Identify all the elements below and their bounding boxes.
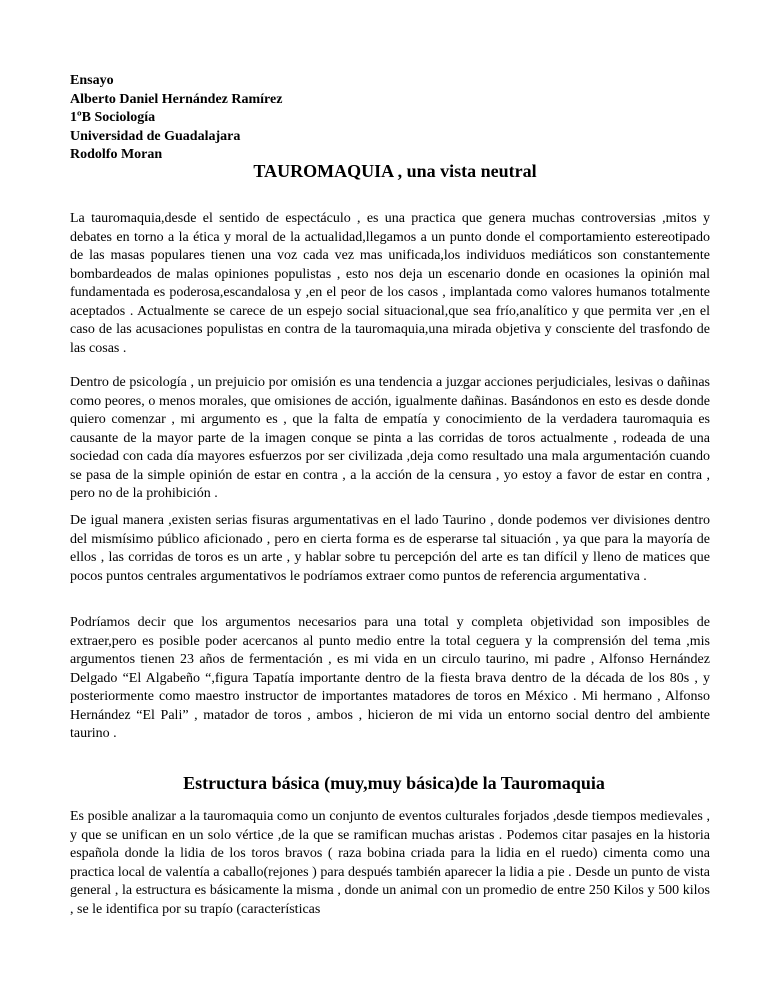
section-heading: Estructura básica (muy,muy básica)de la Tauromaquia — [183, 773, 605, 793]
header-teacher: Rodolfo Moran — [70, 147, 163, 162]
paragraph-5: Es posible analizar a la tauromaquia como un conjunto de eventos culturales forjados ,desde tiempos medievales , y que se unifican en un solo vértice ,de la que se ramifican muchas aristas . Podemos citar pasajes en la historia española donde la lidia de los toros bravos ( raza bobina criada para la lidia en el ruedo) cimenta como una practica local de valentía a caballo(rejones ) para después también aparecer la lidia a pie . Desde un punto de vista general , la estructura es básicamente la misma , donde un animal con un promedio de entre 250 Kilos y 500 kilos , se le identifica por su trapío (características — [70, 809, 710, 917]
essay-header — [70, 72, 282, 165]
paragraph-2: Dentro de psicología , un prejuicio por omisión es una tendencia a juzgar acciones perjudiciales, lesivas o dañinas como peores, o menos morales, que omisiones de acción, igualmente dañinas. Basándonos en esto es desde donde quiero comenzar , mi argumento es , que la falta de empatía y conocimiento de la verdadera tauromaquia es causante de la mayor parte de la imagen conque se pinta a las corridas de toros actualmente , rodeada de una sociedad con cada día mayores esfuerzos por ser civilizada ,deja como resultado una mala argumentación cuando se pasa de la simple opinión de estar en contra , a la acción de la censura , yo estoy a favor de estar en contra , pero no de la prohibición . — [70, 375, 710, 501]
header-university: Universidad de Guadalajara — [70, 128, 241, 144]
essay-title: TAUROMAQUIA , una vista neutral — [253, 161, 537, 181]
header-group: 1ºB Sociología — [70, 110, 156, 125]
paragraph-3: De igual manera ,existen serias fisuras argumentativas en el lado Taurino , donde podemos ver divisiones dentro del mismísimo público aficionado , pero en cierta forma es de esperarse tal situación , ya que para la mayoría de ellos , las corridas de toros es un arte , y hablar sobre tu percepción del arte es tan difícil y lleno de matices que pocos puntos centrales argumentativos le podríamos extraer como puntos de referencia argumentativa . — [70, 513, 710, 584]
paragraph-4: Podríamos decir que los argumentos necesarios para una total y completa objetividad son imposibles de extraer,pero es posible poder acercanos al punto medio entre la total ceguera y la comprensión del tema ,mis argumentos tienen 23 años de fermentación , es mi vida en un circulo taurino, mi padre , Alfonso Hernández Delgado “El Algabeño “,figura Tapatía importante dentro de la fiesta brava dentro de la década de los 80s , y posteriormente como maestro instructor de importantes matadores de toros en México . Mi hermano , Alfonso Hernández “El Pali” , matador de toros , ambos , hicieron de mi vida un entorno social dentro del ambiente taurino . — [70, 615, 710, 741]
paragraph-1: La tauromaquia,desde el sentido de espectáculo , es una practica que genera muchas controversias ,mitos y debates en torno a la ética y moral de la actualidad,llegamos a un punto donde el comportamiento estereotipado de las masas populares tienen una voz cada vez mas unificada,los individuos mediáticos son constantemente bombardeados de malas opiniones populistas , esto nos deja un escenario donde en ocasiones la opinión mal fundamentada es poderosa,escandalosa y ,en el peor de los casos , implantada como valores humanos totalmente aceptados . Actualmente se carece de un espejo social situacional,que sea frío,analítico y que permita ver ,en el caso de las acusaciones populistas en contra de la tauromaquia,una mirada objetiva y consciente del trasfondo de las cosas . — [70, 211, 710, 356]
header-doc-type: Ensayo — [70, 73, 114, 88]
header-author: Alberto Daniel Hernández Ramírez — [70, 91, 283, 107]
